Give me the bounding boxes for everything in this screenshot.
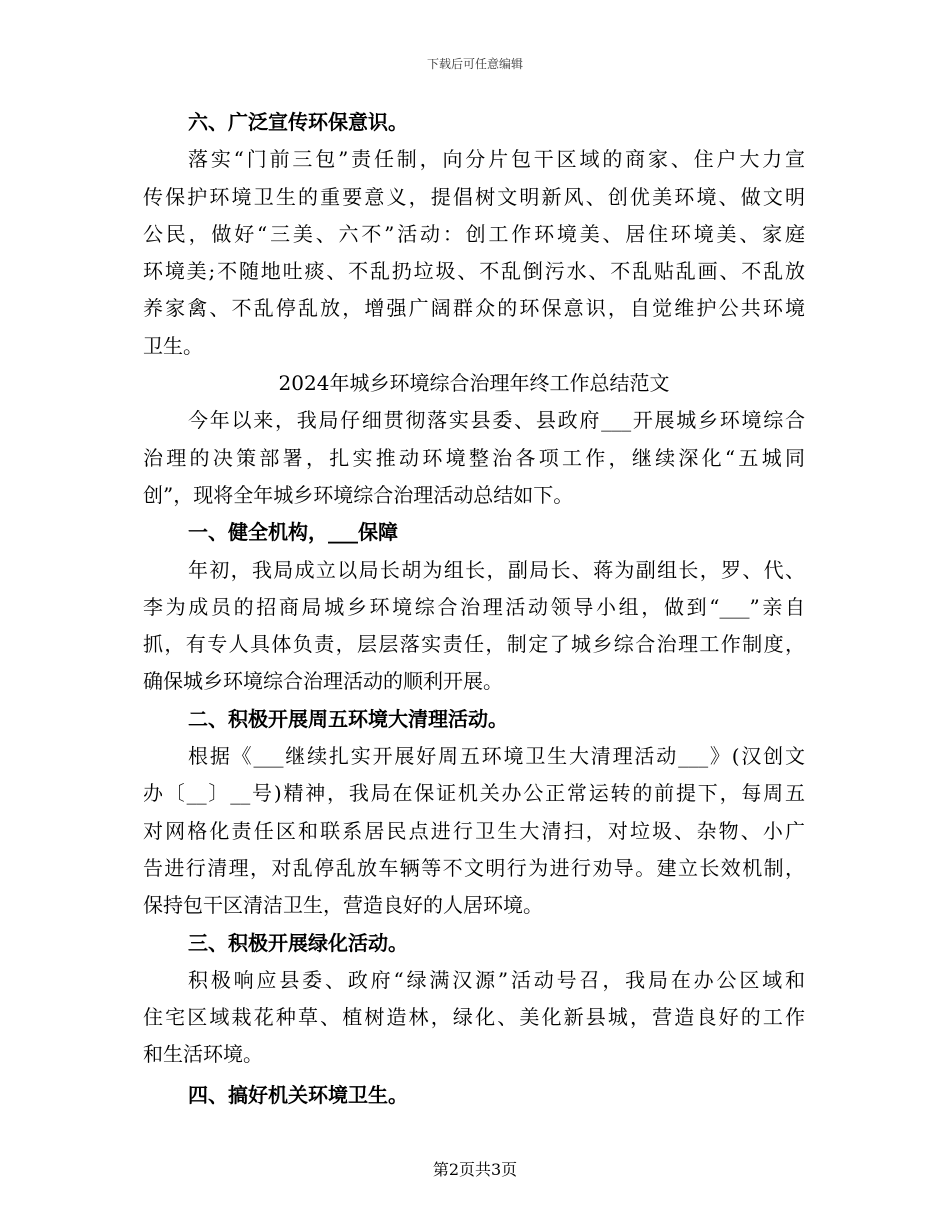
section-heading-1: 一、健全机构，___保障 xyxy=(188,520,398,545)
paragraph-line: 公民，做好“三美、六不”活动：创工作环境美、居住环境美、家庭 xyxy=(143,221,805,246)
page-number-footer: 第2页共3页 xyxy=(432,1160,518,1179)
section-heading-3: 三、积极开展绿化活动。 xyxy=(188,930,408,955)
paragraph-line: 环境美;不随地吐痰、不乱扔垃圾、不乱倒污水、不乱贴乱画、不乱放 xyxy=(143,259,805,284)
section-heading-4: 四、搞好机关环境卫生。 xyxy=(188,1082,408,1107)
paragraph-line: 保持包干区清洁卫生，营造良好的人居环境。 xyxy=(143,893,543,918)
paragraph-line: 对网格化责任区和联系居民点进行卫生大清扫，对垃圾、杂物、小广 xyxy=(143,818,805,843)
page-header-note: 下载后可任意编辑 xyxy=(426,57,523,71)
paragraph-line: 卫生。 xyxy=(143,333,203,358)
paragraph-line: 今年以来，我局仔细贯彻落实县委、县政府___开展城乡环境综合 xyxy=(188,408,805,433)
paragraph-line: 创”，现将全年城乡环境综合治理活动总结如下。 xyxy=(143,482,574,507)
document-title: 2024年城乡环境综合治理年终工作总结范文 xyxy=(278,371,670,396)
paragraph-line: 积极响应县委、政府“绿满汉源”活动号召，我局在办公区域和 xyxy=(188,967,805,992)
paragraph-line: 李为成员的招商局城乡环境综合治理活动领导小组，做到“___”亲自 xyxy=(143,594,805,619)
section-heading-6: 六、广泛宣传环保意识。 xyxy=(188,110,408,134)
paragraph-line: 告进行清理，对乱停乱放车辆等不文明行为进行劝导。建立长效机制， xyxy=(143,855,805,880)
paragraph-line: 年初，我局成立以局长胡为组长，副局长、蒋为副组长，罗、代、 xyxy=(188,557,805,582)
paragraph-line: 确保城乡环境综合治理活动的顺利开展。 xyxy=(143,669,503,694)
paragraph-line: 治理的决策部署，扎实推动环境整治各项工作，继续深化“五城同 xyxy=(143,445,805,470)
paragraph-line: 传保护环境卫生的重要意义，提倡树文明新风、创优美环境、做文明 xyxy=(143,184,805,209)
paragraph-line: 根据《___继续扎实开展好周五环境卫生大清理活动___》(汉创文 xyxy=(188,744,805,769)
paragraph-line: 住宅区域栽花种草、植树造林，绿化、美化新县城，营造良好的工作 xyxy=(143,1005,805,1030)
document-body xyxy=(143,104,805,1114)
section-heading-2: 二、积极开展周五环境大清理活动。 xyxy=(188,706,508,731)
paragraph-line: 和生活环境。 xyxy=(143,1042,263,1067)
paragraph-line: 养家禽、不乱停乱放，增强广阔群众的环保意识，自觉维护公共环境 xyxy=(143,296,805,321)
paragraph-line: 办〔__〕__号)精神，我局在保证机关办公正常运转的前提下，每周五 xyxy=(143,781,805,806)
paragraph-line: 抓，有专人具体负责，层层落实责任，制定了城乡综合治理工作制度， xyxy=(143,632,805,657)
paragraph-line: 落实“门前三包”责任制，向分片包干区域的商家、住户大力宣 xyxy=(188,147,805,172)
